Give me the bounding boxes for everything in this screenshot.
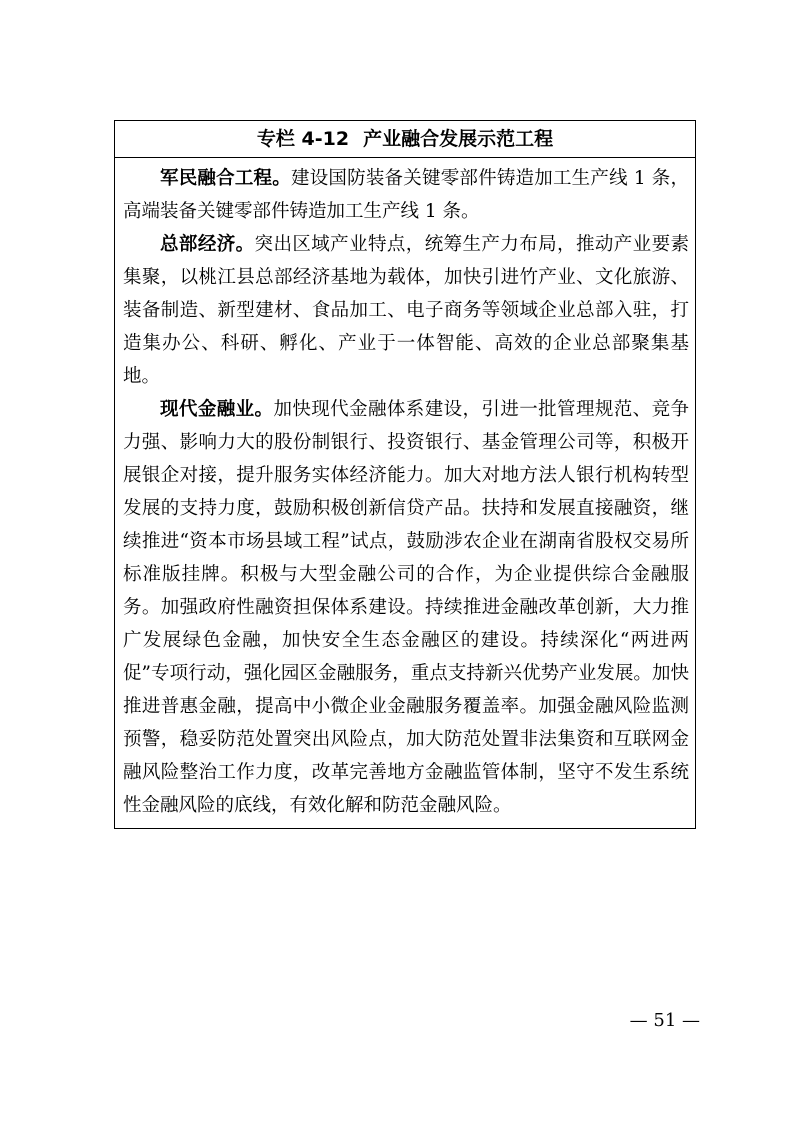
paragraph-text: 突出区域产业特点，统筹生产力布局，推动产业要素集聚，以桃江县总部经济基地为载体，加快引进竹产业、文化旅游、装备制造、新型建材、食品加工、电子商务等领域企业总部入驻，打造集办公、科研、孵化、产业于一体智能、高效的企业总部聚集基地。 [123, 234, 689, 387]
box-title [115, 121, 695, 158]
paragraph-lead: 军民融合工程。 [160, 168, 291, 189]
paragraph-lead: 总部经济。 [160, 234, 255, 255]
paragraph-headquarters [123, 228, 689, 393]
box-title-number: 专栏 4-12 [256, 128, 350, 150]
feature-box [114, 120, 696, 829]
paragraph-military-civil [123, 162, 689, 228]
box-body [115, 158, 695, 828]
paragraph-finance [123, 393, 689, 822]
paragraph-text: 加快现代金融体系建设，引进一批管理规范、竞争力强、影响力大的股份制银行、投资银行、基金管理公司等，积极开展银企对接，提升服务实体经济能力。加大对地方法人银行机构转型发展的支持力度，鼓励积极创新信贷产品。扶持和发展直接融资，继续推进“资本市场县域工程”试点，鼓励涉农企业在湖南省股权交易所标准版挂牌。积极与大型金融公司的合作，为企业提供综合金融服务。加强政府性融资担保体系建设。持续推进金融改革创新，大力推广发展绿色金融，加快安全生态金融区的建设。持续深化“两进两促”专项行动，强化园区金融服务，重点支持新兴优势产业发展。加快推进普惠金融，提高中小微企业金融服务覆盖率。加强金融风险监测预警，稳妥防范处置突出风险点，加大防范处置非法集资和互联网金融风险整治工作力度，改革完善地方金融监管体制，坚守不发生系统性金融风险的底线，有效化解和防范金融风险。 [123, 399, 689, 816]
paragraph-text: 建设国防装备关键零部件铸造加工生产线 1 条，高端装备关键零部件铸造加工生产线 1 条。 [123, 168, 689, 222]
box-title-text: 产业融合发展示范工程 [363, 128, 554, 150]
paragraph-lead: 现代金融业。 [160, 399, 274, 420]
page-number: — 51 — [629, 1010, 700, 1031]
